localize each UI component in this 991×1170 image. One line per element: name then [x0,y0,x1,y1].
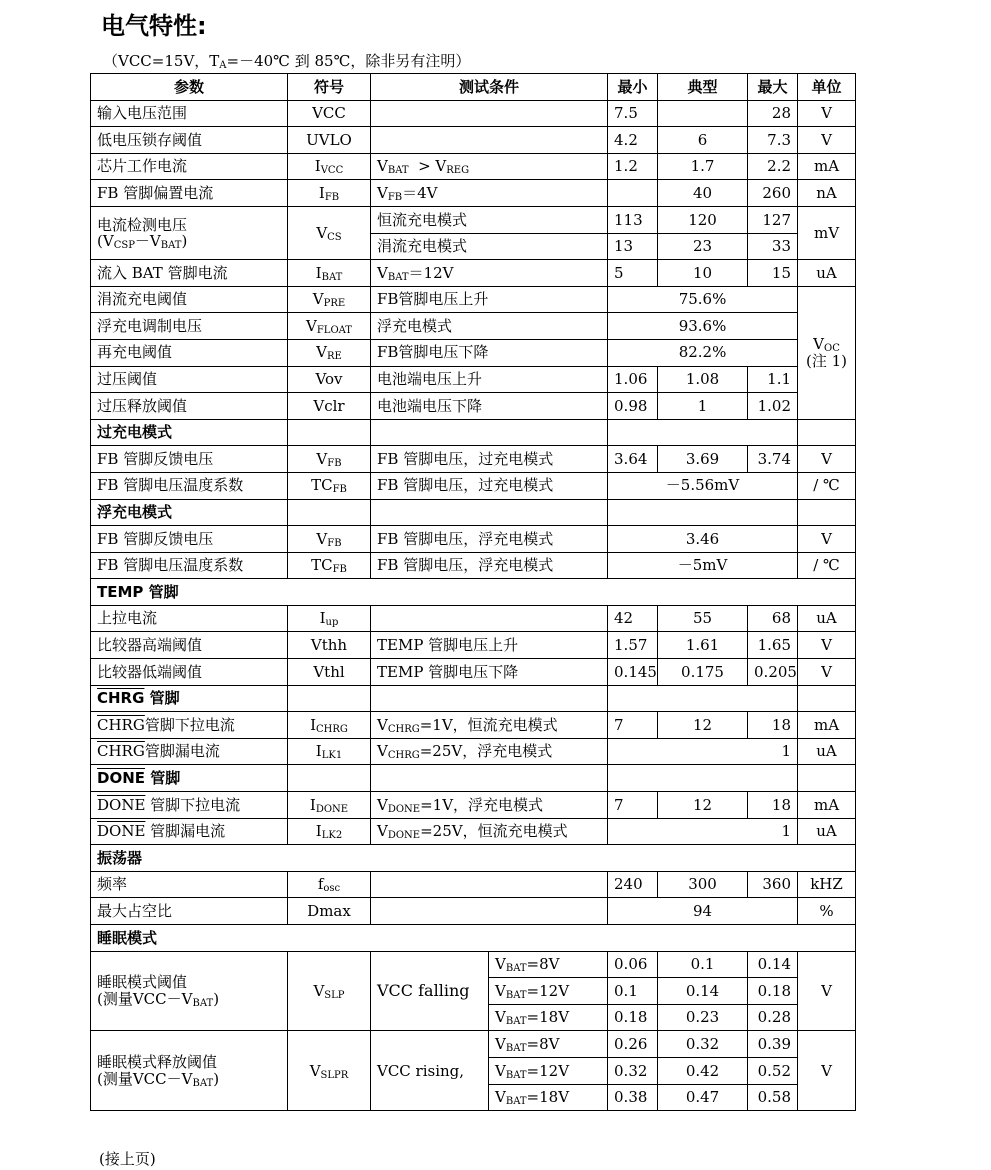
header-row [91,74,856,101]
table-row: 比较器低端阈值 Vthl TEMP 管脚电压下降 0.145 0.175 0.205 V [91,659,856,686]
table-row: 比较器高端阈值 Vthh TEMP 管脚电压上升 1.57 1.61 1.65 V [91,632,856,659]
header-symbol: 符号 [288,74,371,101]
header-test: 测试条件 [371,74,608,101]
section-row: TEMP 管脚 [91,579,856,606]
table-row: DONE 管脚下拉电流 $I_{DONE}$ $V_{DONE}=1V$，浮充电模式 7 12 18 mA [91,792,856,819]
test-conditions-note: （VCC=15V，$T_A=-40℃$ 到 85℃，除非另有注明） [103,52,471,71]
header-param: 参数 [91,74,288,101]
table-row: CHRG管脚漏电流 $I_{LK1}$ $V_{CHRG}=25V$，浮充电模式 1 uA [91,738,856,765]
section-row: 过充电模式 [91,419,856,446]
table-row: 过压释放阈值 Vclr 电池端电压下降 0.98 1 1.02 [91,393,856,420]
table-row: 睡眠模式释放阈值 (测量$VCC-V_{BAT}$) $V_{SLPR}$ VCC rising, $V_{BAT}=8V$ 0.26 0.32 0.39 V [91,1031,856,1058]
table-row: $V_{BAT}=12V$ 0.1 0.14 0.18 [91,978,856,1005]
table-row: FB 管脚电压温度系数 $TC_{FB}$ FB 管脚电压，过充电模式 －5.56mV / ℃ [91,472,856,499]
table-row: 输入电压范围 VCC 7.5 28 V [91,100,856,127]
table-row: FB 管脚反馈电压 $V_{FB}$ FB 管脚电压，过充电模式 3.64 3.69 3.74 V [91,446,856,473]
table-row: $V_{BAT}=18V$ 0.18 0.23 0.28 [91,1004,856,1031]
table-row: FB 管脚反馈电压 $V_{FB}$ FB 管脚电压，浮充电模式 3.46 V [91,526,856,553]
table-row: 芯片工作电流 $I_{VCC}$ $V_{BAT} > V_{REG}$ 1.2 1.7 2.2 mA [91,153,856,180]
table-row: 浮充电调制电压 $V_{FLOAT}$ 浮充电模式 93.6% [91,313,856,340]
section-row: 振荡器 [91,845,856,872]
table-row: FB 管脚电压温度系数 $TC_{FB}$ FB 管脚电压，浮充电模式 －5mV / ℃ [91,552,856,579]
header-unit: 单位 [798,74,856,101]
header-max: 最大 [748,74,798,101]
table-row: DONE 管脚漏电流 $I_{LK2}$ $V_{DONE}=25V$，恒流充电模式 1 uA [91,818,856,845]
table-row: 再充电阈值 $V_{RE}$ FB管脚电压下降 82.2% [91,339,856,366]
table-row: $V_{BAT}=18V$ 0.38 0.47 0.58 [91,1084,856,1111]
table-row: 涓流充电模式 13 23 33 [91,233,856,260]
header-min: 最小 [608,74,658,101]
table-row: 低电压锁存阈值 UVLO 4.2 6 7.3 V [91,127,856,154]
table-row: 上拉电流 $I_{up}$ 42 55 68 uA [91,605,856,632]
table-row: 过压阈值 Vov 电池端电压上升 1.06 1.08 1.1 [91,366,856,393]
table-row: 频率 $f_{osc}$ 240 300 360 kHZ [91,871,856,898]
table-row: CHRG管脚下拉电流 $I_{CHRG}$ $V_{CHRG}=1V$，恒流充电模式 7 12 18 mA [91,712,856,739]
electrical-characteristics-table [90,73,856,1111]
table-row: 睡眠模式阈值 (测量$VCC-V_{BAT}$) $V_{SLP}$ VCC falling $V_{BAT}=8V$ 0.06 0.1 0.14 V [91,951,856,978]
continued-note: (接上页) [99,1150,156,1168]
voc-unit-cell: $V_{OC}$ (注 1) [798,286,856,419]
table-row: FB 管脚偏置电流 $I_{FB}$ $V_{FB}=4V$ 40 260 nA [91,180,856,207]
table-row: 流入 BAT 管脚电流 $I_{BAT}$ $V_{BAT}=12V$ 5 10 15 uA [91,260,856,287]
section-row: 浮充电模式 [91,499,856,526]
table-row: 最大占空比 Dmax 94 % [91,898,856,925]
table-row: 电流检测电压 $(V_{CSP}-V_{BAT})$ $V_{CS}$ 恒流充电模式 113 120 127 mV [91,206,856,233]
page-title: 电气特性: [101,12,207,40]
table-row: $V_{BAT}=12V$ 0.32 0.42 0.52 [91,1057,856,1084]
header-typ: 典型 [658,74,748,101]
section-row: 睡眠模式 [91,925,856,952]
table-row: 涓流充电阈值 $V_{PRE}$ FB管脚电压上升 75.6% $V_{OC}$ (注 1) [91,286,856,313]
section-row: DONE 管脚 [91,765,856,792]
section-row: CHRG 管脚 [91,685,856,712]
